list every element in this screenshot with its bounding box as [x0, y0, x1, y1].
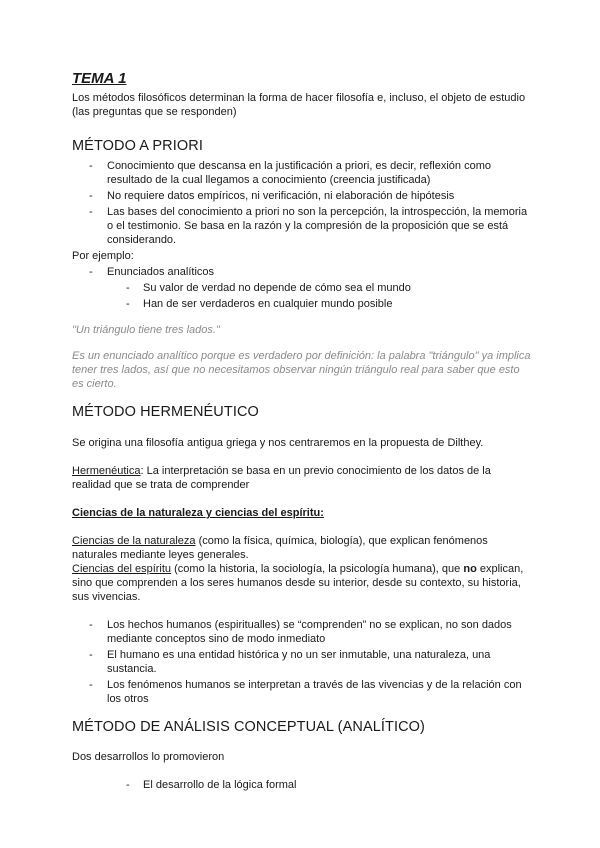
- analysis-list: [72, 778, 532, 792]
- hermeneutic-heading: MÉTODO HERMENÉUTICO: [72, 404, 259, 420]
- priori-heading: MÉTODO A PRIORI: [72, 138, 203, 154]
- list-item: - Los hechos humanos (espiritualles) se “comprenden” no se explican, no son dados mediante conceptos sino de modo inmediato: [72, 618, 532, 646]
- list-item: - Las bases del conocimiento a priori no son la percepción, la introspección, la memoria o el testimonio. Se basa en la razón y la compresión de la proposición que se está considerando.: [72, 205, 532, 247]
- bold-no: no: [463, 563, 477, 575]
- list-item: - Han de ser verdaderos en cualquier mundo posible: [72, 297, 532, 311]
- definition-text: : La interpretación se basa en un previo conocimiento de los datos de la realidad que se trata de comprender: [72, 465, 491, 491]
- document-page: [72, 70, 532, 794]
- spirit-sciences-text: (como la historia, la sociología, la psicología humana), que: [171, 563, 464, 575]
- list-item: - Conocimiento que descansa en la justificación a priori, es decir, reflexión como resultado de la cual llegamos a conocimiento (creencia justificada): [72, 159, 532, 187]
- natural-sciences-text: (como la física, química, biología), que explican fenómenos naturales mediante leyes generales.: [72, 535, 488, 561]
- priori-list: [72, 159, 532, 247]
- hermeneutic-list: [72, 618, 532, 706]
- example-list: [72, 265, 532, 279]
- sciences-subheading: Ciencias de la naturaleza y ciencias del espíritu:: [72, 507, 324, 519]
- example-label: Por ejemplo:: [72, 250, 134, 262]
- hermeneutic-intro: Se origina una filosofía antigua griega y nos centraremos en la propuesta de Dilthey.: [72, 437, 484, 449]
- spirit-sciences-term: Ciencias del espíritu: [72, 563, 172, 575]
- spirit-sciences-paragraph: [72, 562, 532, 604]
- example-quote: "Un triángulo tiene tres lados.": [72, 324, 220, 336]
- list-item: - Su valor de verdad no depende de cómo sea el mundo: [72, 281, 532, 295]
- hermeneutic-definition: [72, 464, 532, 492]
- list-item: - Enunciados analíticos: [72, 265, 532, 279]
- list-item: - Los fenómenos humanos se interpretan a través de las vivencias y de la relación con los otros: [72, 678, 532, 706]
- list-item: - El desarrollo de la lógica formal: [72, 778, 532, 792]
- natural-sciences-term: Ciencias de la naturaleza: [72, 535, 196, 547]
- definition-term: Hermenéutica: [72, 465, 141, 477]
- spirit-sciences-text-end: explican, sino que comprenden a los seres humanos desde su interior, desde su contexto, su historia, sus vivencias.: [72, 563, 524, 603]
- intro-paragraph: Los métodos filosóficos determinan la forma de hacer filosofía e, incluso, el objeto de estudio (las preguntas que se responden): [72, 92, 526, 118]
- analysis-heading: MÉTODO DE ANÁLISIS CONCEPTUAL (ANALÍTICO): [72, 719, 425, 735]
- analysis-intro: Dos desarrollos lo promovieron: [72, 751, 225, 763]
- list-item: - El humano es una entidad histórica y no un ser inmutable, una naturaleza, una sustancia.: [72, 648, 532, 676]
- example-explanation: Es un enunciado analítico porque es verdadero por definición: la palabra "triángulo" ya implica tener tres lados, así que no necesitamos observar ningún triángulo real para saber que esto es cierto.: [72, 350, 531, 390]
- page-title: TEMA 1: [72, 70, 127, 87]
- example-sublist: [72, 281, 532, 311]
- natural-sciences-paragraph: [72, 534, 532, 562]
- list-item: - No requiere datos empíricos, ni verificación, ni elaboración de hipótesis: [72, 189, 532, 203]
